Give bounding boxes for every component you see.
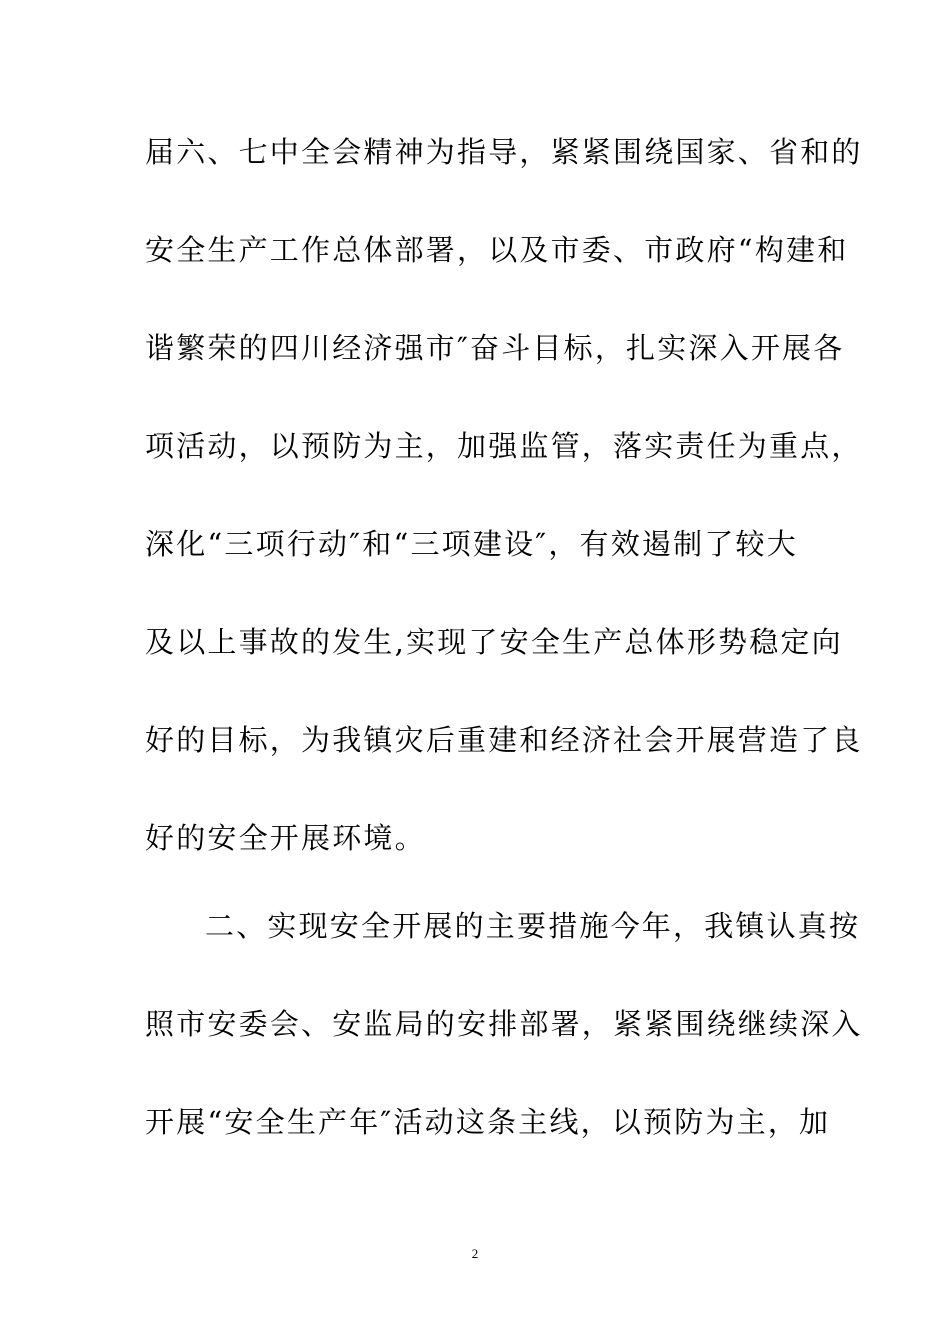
text-line: 安全生产工作总体部署，以及市委、市政府“构建和 — [145, 233, 849, 267]
text-line: 届六、七中全会精神为指导，紧紧围绕国家、省和的 — [145, 135, 863, 169]
text-line: 深化“三项行动″和“三项建设″，有效遏制了较大 — [145, 527, 798, 561]
text-line: 谐繁荣的四川经济强市″奋斗目标，扎实深入开展各 — [145, 331, 845, 365]
text-line: 项活动，以预防为主，加强监管，落实责任为重点， — [145, 429, 863, 463]
text-line: 照市安委会、安监局的安排部署，紧紧围绕继续深入 — [145, 1007, 863, 1041]
text-line: 及以上事故的发生,实现了安全生产总体形势稳定向 — [145, 625, 843, 659]
paragraph-first-line: 二、实现安全开展的主要措施今年，我镇认真按 — [205, 909, 861, 943]
text-line: 好的目标，为我镇灾后重建和经济社会开展营造了良 — [145, 723, 863, 757]
page-number: 2 — [471, 1246, 479, 1261]
text-line: 好的安全开展环境。 — [145, 821, 426, 855]
text-line: 开展“安全生产年″活动这条主线，以预防为主，加 — [145, 1105, 831, 1139]
